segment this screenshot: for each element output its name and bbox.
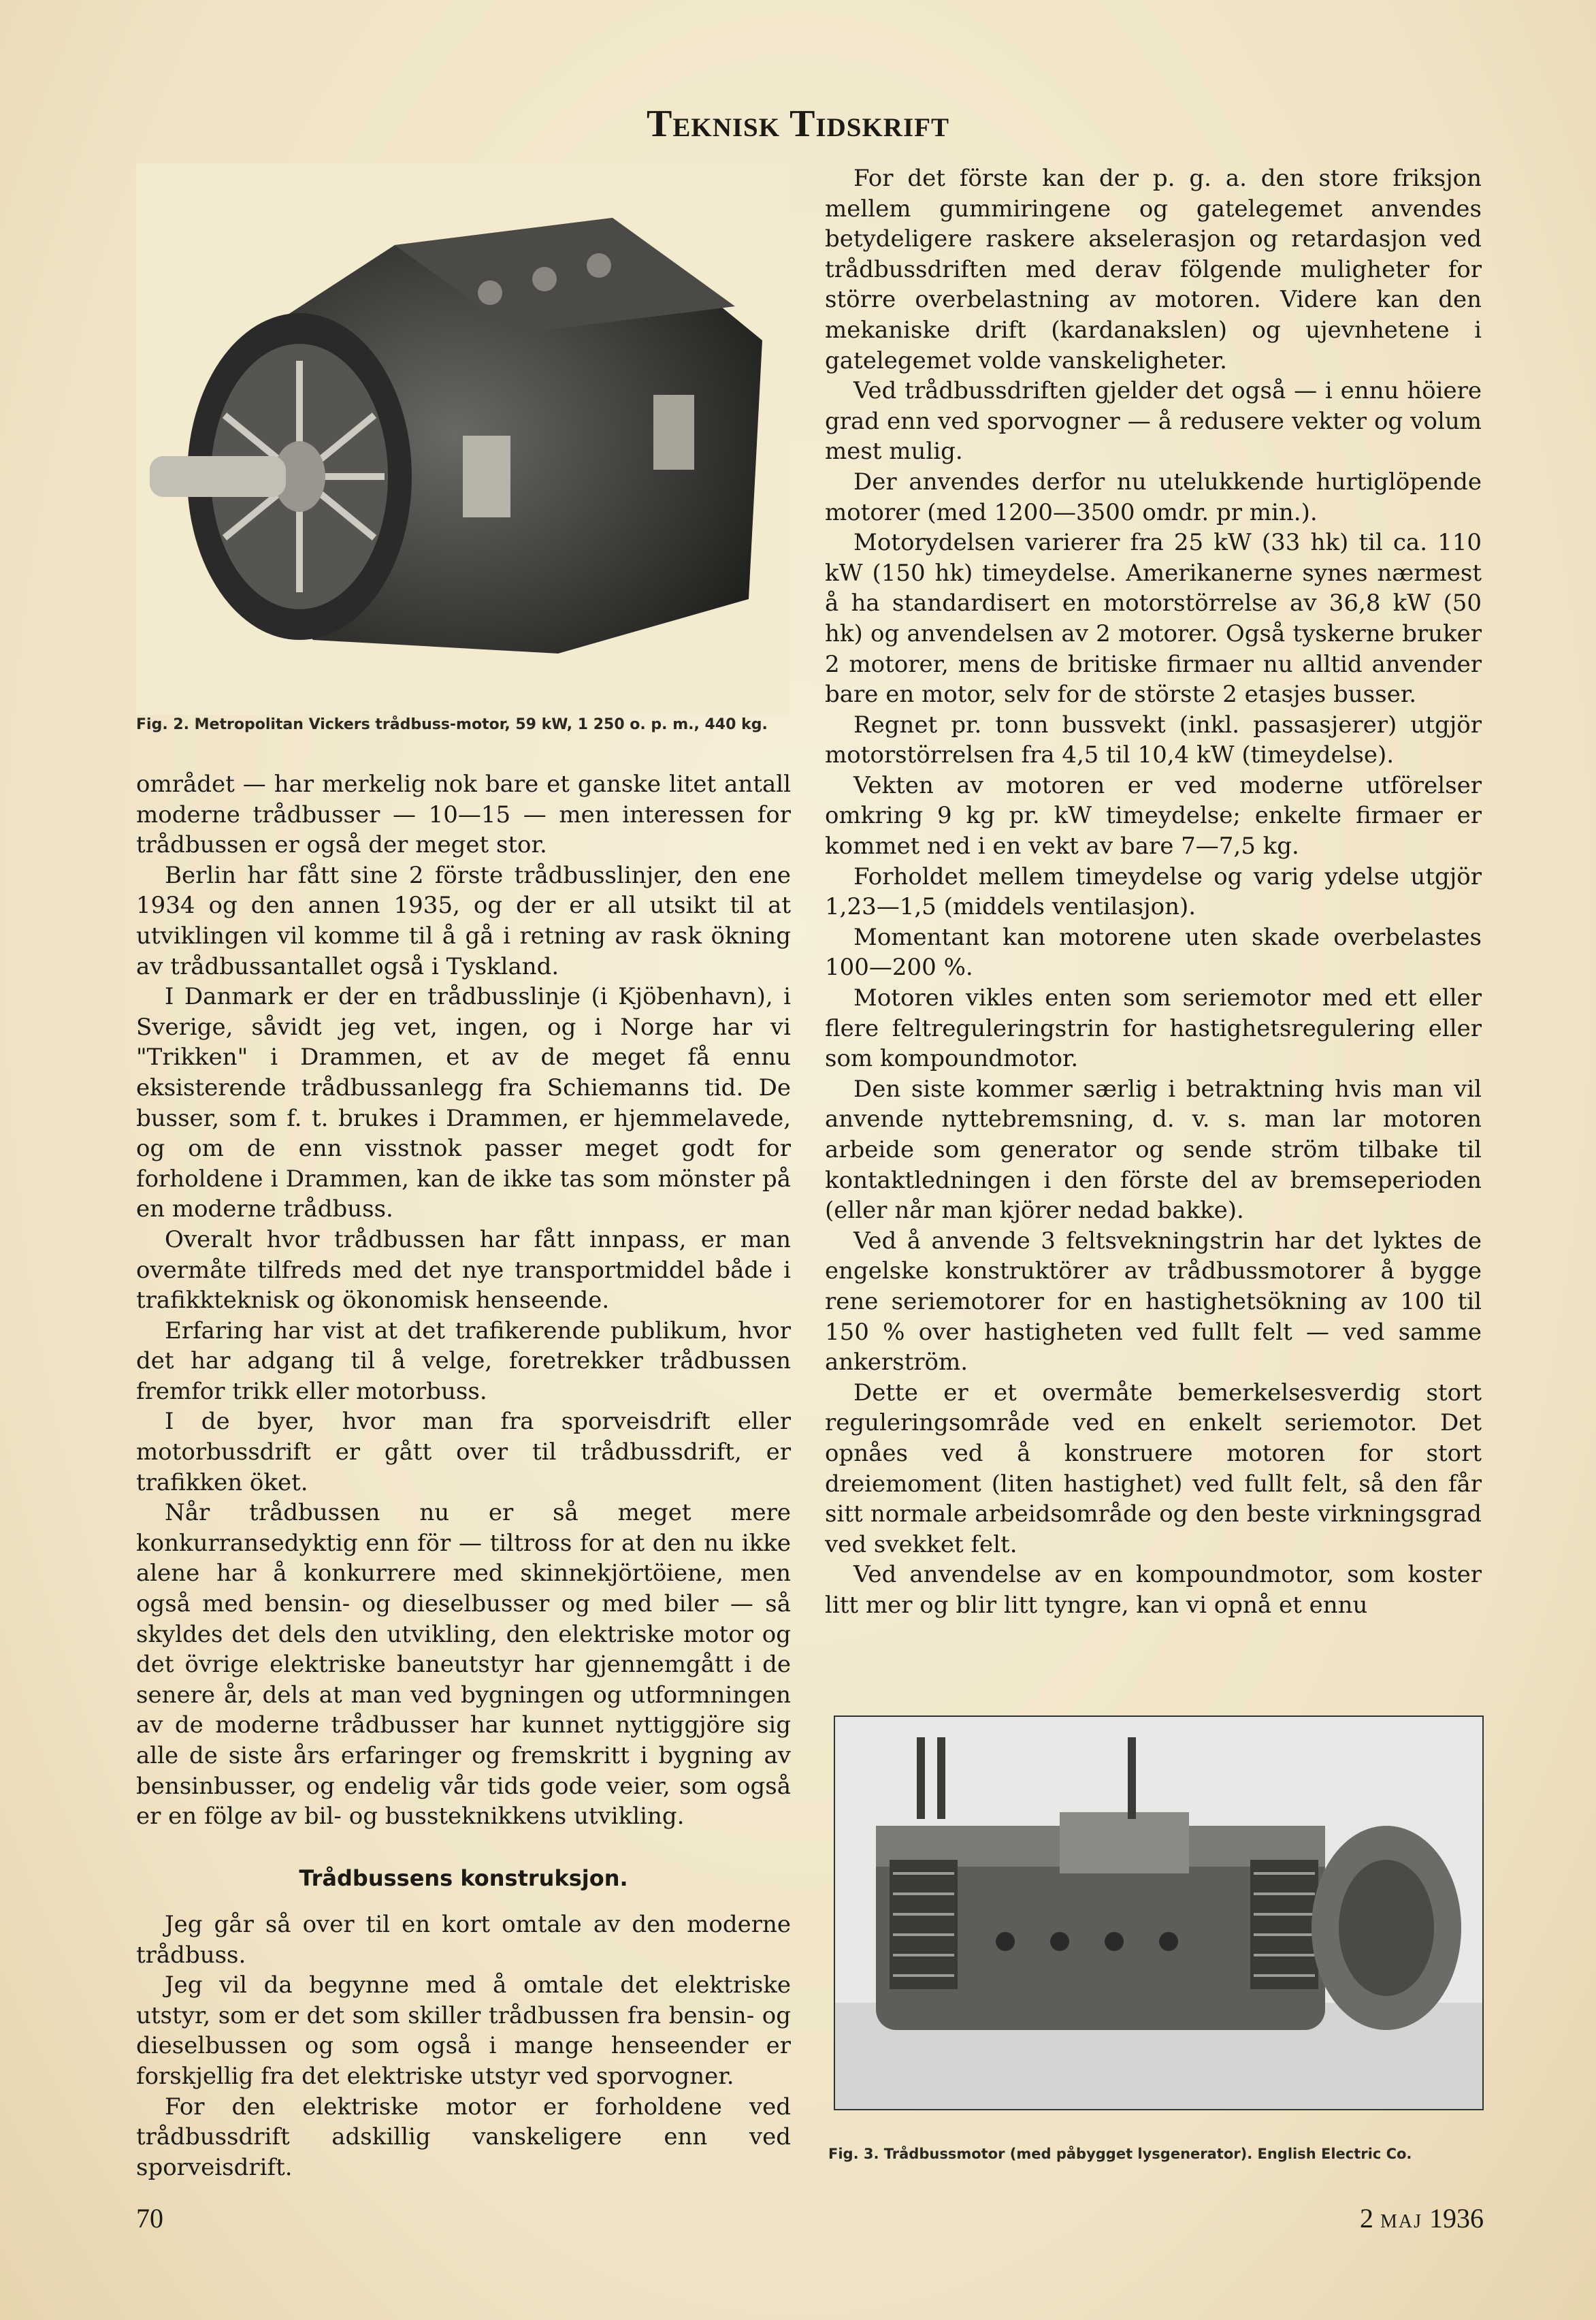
paragraph: Ved anvendelse av en kompoundmotor, som koster litt mer og blir litt tyngre, kan vi opnå et ennu	[825, 1561, 1482, 1619]
paragraph: Ved å anvende 3 feltsvekningstrin har det lyktes de engelske konstruktörer av trådbussmotorer å bygge rene seriemotorer for en hastighetsökning av 100 til 150 % over hastigheten ved fullt felt — ved samme ankerström.	[825, 1227, 1482, 1376]
issue-date	[1360, 2202, 1484, 2234]
paragraph: Jeg vil da begynne med å omtale det elektriske utstyr, som er det som skiller trådbussen fra bensin- og dieselbussen og som også i mange henseender er forskjellig fra det elektriske utstyr ved sporvogner.	[136, 1971, 791, 2090]
paragraph: Motoren vikles enten som seriemotor med ett eller flere feltreguleringstrin for hastighetsregulering eller som kompoundmotor.	[825, 984, 1482, 1073]
paragraph: For den elektriske motor er forholdene ved trådbussdrift adskillig vanskeligere enn ved sporveisdrift.	[136, 2093, 791, 2181]
figure-2-motor-photo	[136, 163, 789, 715]
right-column-text	[825, 163, 1482, 1621]
paragraph: området — har merkelig nok bare et ganske litet antall moderne trådbusser — 10—15 — men interessen for trådbussen er også der meget stor.	[136, 771, 791, 859]
paragraph: Erfaring har vist at det trafikerende publikum, hvor det har adgang til å velge, foretrekker trådbussen fremfor trikk eller motorbuss.	[136, 1317, 791, 1405]
figure-3-motor-photo	[834, 1715, 1484, 2110]
left-column-text	[136, 769, 791, 1832]
date-day: 2	[1359, 2203, 1373, 2234]
figure-2-caption: Fig. 2. Metropolitan Vickers trådbuss-motor, 59 kW, 1 250 o. p. m., 440 kg.	[136, 716, 768, 733]
date-year: 1936	[1429, 2203, 1484, 2234]
page-number: 70	[136, 2203, 163, 2234]
paragraph: Vekten av motoren er ved moderne utförelser omkring 9 kg pr. kW timeydelse; enkelte firmaer er kommet ned i en vekt av bare 7—7,5 kg.	[825, 771, 1482, 860]
paragraph: Når trådbussen nu er så meget mere konkurransedyktig enn för — tiltross for at den nu ikke alene har å konkurrere med skinnekjörtöiene, men også med bensin- og dieselbusser og med biler — så skyldes det dels den utvikling, den elektriske motor og det övrige elektriske baneutstyr har gjennemgått i de senere år, dels at man ved bygningen og utformningen av de moderne trådbusser har kunnet nyttiggjöre sig alle de siste års erfaringer og fremskritt i bygning av bensinbusser, og endelig vår tids gode veier, som også er en fölge av bil- og bussteknikkens utvikling.	[136, 1499, 791, 1831]
paragraph: For det förste kan der p. g. a. den store friksjon mellem gummiringene og gatelegemet anvendes betydeligere raskere akselerasjon og retardasjon ved trådbussdriften med derav fölgende muligheter for större overbelastning av motoren. Videre kan den mekaniske drift (kardanakslen) og ujevnhetene i gatelegemet volde vanskeligheter.	[825, 165, 1482, 374]
date-month: MAJ	[1380, 2211, 1422, 2232]
paragraph: Der anvendes derfor nu utelukkende hurtiglöpende motorer (med 1200—3500 omdr. pr min.).	[825, 468, 1482, 526]
figure-3-caption: Fig. 3. Trådbussmotor (med påbygget lysgenerator). English Electric Co.	[828, 2146, 1412, 2162]
paragraph: I de byer, hvor man fra sporveisdrift eller motorbussdrift er gått over til trådbussdrift, er trafikken öket.	[136, 1408, 791, 1496]
journal-masthead: Teknisk Tidskrift	[647, 103, 949, 145]
paragraph: I Danmark er der en trådbusslinje (i Kjöbenhavn), i Sverige, såvidt jeg vet, ingen, og i Norge har vi "Trikken" i Drammen, et av de meget få ennu eksisterende trådbussanlegg fra Schiemanns tid. De busser, som f. t. brukes i Drammen, er hjemmelavede, og om de enn visstnok passer meget godt for forholdene i Drammen, kan de ikke tas som mönster på en moderne trådbuss.	[136, 983, 791, 1223]
paragraph: Forholdet mellem timeydelse og varig ydelse utgjör 1,23—1,5 (middels ventilasjon).	[825, 863, 1482, 921]
paragraph: Motorydelsen varierer fra 25 kW (33 hk) til ca. 110 kW (150 hk) timeydelse. Amerikanerne synes nærmest å ha standardisert en motorstörrelse av 36,8 kW (50 hk) og anvendelsen av 2 motorer. Også tyskerne bruker 2 motorer, mens de britiske firmaer nu alltid anvender bare en motor, selv for de störste 2 etasjes busser.	[825, 529, 1482, 709]
paragraph: Berlin har fått sine 2 förste trådbusslinjer, den ene 1934 og den annen 1935, og der er all utsikt til at utviklingen vil komme til å gå i retning av rask ökning av trådbussantallet også i Tyskland.	[136, 861, 791, 980]
paragraph: Den siste kommer særlig i betraktning hvis man vil anvende nyttebremsning, d. v. s. man lar motoren arbeide som generator og sende ström tilbake til kontaktledningen i den förste del av bremseperioden (eller når man kjörer nedad bakke).	[825, 1075, 1482, 1225]
paragraph: Overalt hvor trådbussen har fått innpass, er man overmåte tilfreds med det nye transportmiddel både i trafikkteknisk og ökonomisk henseende.	[136, 1225, 791, 1315]
paragraph: Dette er et overmåte bemerkelsesverdig stort reguleringsområde ved en enkelt seriemotor. Det opnåes ved å konstruere motoren for stort dreiemoment (liten hastighet) ved fullt felt, så den får sitt normale arbeidsområde og den beste virkningsgrad ved svekket felt.	[825, 1379, 1482, 1558]
paragraph: Regnet pr. tonn bussvekt (inkl. passasjerer) utgjör motorstörrelsen fra 4,5 til 10,4 kW (timeydelse).	[825, 711, 1482, 769]
section-heading: Trådbussens konstruksjon.	[299, 1865, 628, 1891]
paragraph: Jeg går så over til en kort omtale av den moderne trådbuss.	[136, 1911, 791, 1969]
paragraph: Ved trådbussdriften gjelder det også — i ennu höiere grad enn ved sporvogner — å redusere vekter og volum mest mulig.	[825, 377, 1482, 466]
paragraph: Momentant kan motorene uten skade overbelastes 100—200 %.	[825, 923, 1482, 982]
left-column-section-text	[136, 1910, 791, 2182]
